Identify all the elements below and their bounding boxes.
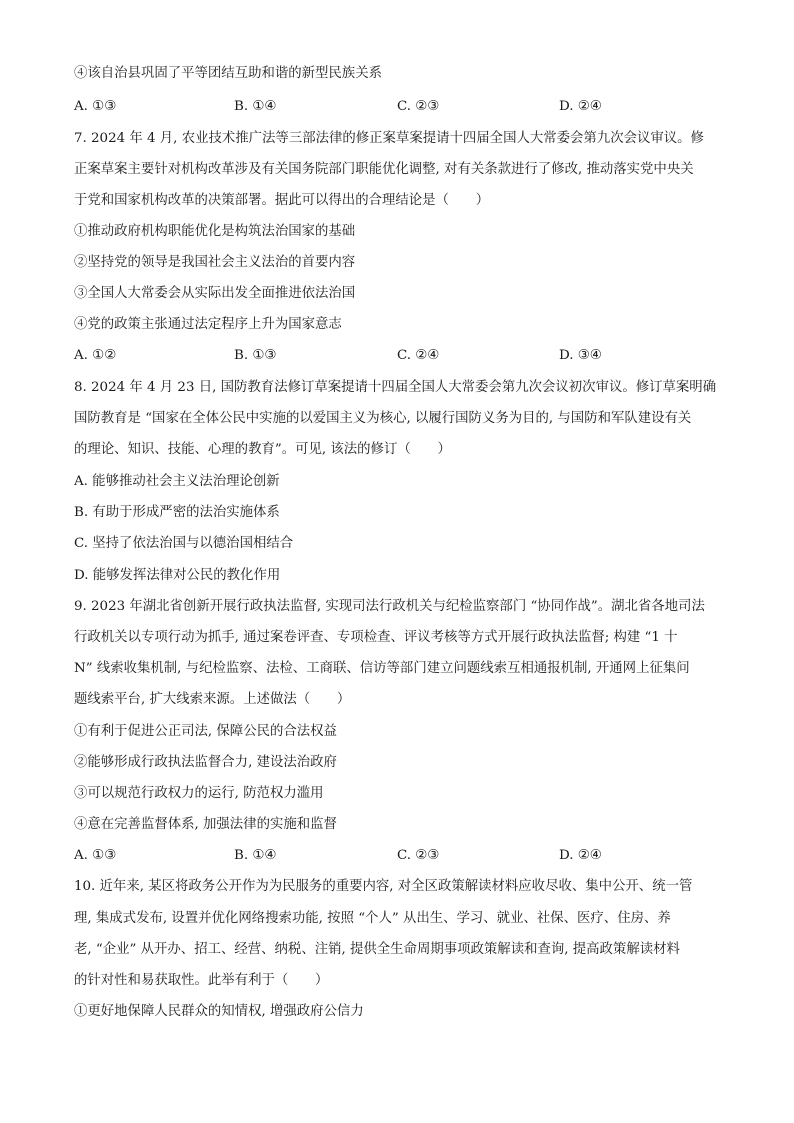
q9-statement-2: ②能够形成行政执法监督合力, 建设法治政府 [74,755,337,770]
q10-statement-1: ①更好地保障人民群众的知情权, 增强政府公信力 [74,1004,364,1019]
q7-option-b: B. ①③ [234,348,277,363]
q6-option-a: A. ①③ [74,99,117,114]
q7-statement-2: ②坚持党的领导是我国社会主义法治的首要内容 [74,255,356,270]
q8-option-b: B. 有助于形成严密的法治实施体系 [74,505,280,520]
q9-option-b: B. ①④ [234,848,277,863]
q7-stem-line-3: 于党和国家机构改革的决策部署。据此可以得出的合理结论是（ ） [74,193,490,208]
q9-stem-line-1: 9. 2023 年湖北省创新开展行政执法监督, 实现司法行政机关与纪检监察部门 “协同作战”。湖北省各地司法 [74,599,705,614]
q8-stem-line-3: 的理论、知识、技能、心理的教育”。可见, 该法的修订（ ） [74,442,451,457]
q9-statement-1: ①有利于促进公正司法, 保障公民的合法权益 [74,724,337,739]
q7-stem-line-2: 正案草案主要针对机构改革涉及有关国务院部门职能优化调整, 对有关条款进行了修改, 推动落实党中央关 [74,162,694,177]
q10-stem-line-2: 理, 集成式发布, 设置并优化网络搜索功能, 按照 “个人” 从出生、学习、就业、社保、医疗、住房、养 [74,911,671,926]
q9-option-a: A. ①③ [74,848,117,863]
q6-statement-4: ④该自治县巩固了平等团结互助和谐的新型民族关系 [74,66,382,81]
q9-option-c: C. ②③ [397,848,440,863]
q6-option-c: C. ②③ [397,99,440,114]
q6-option-b: B. ①④ [234,99,277,114]
q10-stem-line-3: 老, “企业” 从开办、招工、经营、纳税、注销, 提供全生命周期事项政策解读和查询, 提高政策解读材料 [74,942,680,957]
q9-option-d: D. ②④ [559,848,602,863]
q10-stem-line-4: 的针对性和易获取性。此举有利于（ ） [74,973,329,988]
q7-statement-3: ③全国人大常委会从实际出发全面推进依法治国 [74,286,356,301]
q9-stem-line-4: 题线索平台, 扩大线索来源。上述做法（ ） [74,692,351,707]
q7-option-c: C. ②④ [397,348,440,363]
q9-statement-3: ③可以规范行政权力的运行, 防范权力滥用 [74,786,324,801]
q7-statement-1: ①推动政府机构职能优化是构筑法治国家的基础 [74,224,356,239]
q8-option-a: A. 能够推动社会主义法治理论创新 [74,474,280,489]
q10-stem-line-1: 10. 近年来, 某区将政务公开作为为民服务的重要内容, 对全区政策解读材料应收尽收、集中公开、统一管 [74,879,693,894]
q7-option-a: A. ①② [74,348,117,363]
q7-stem-line-1: 7. 2024 年 4 月, 农业技术推广法等三部法律的修正案草案提请十四届全国人大常委会第九次会议审议。修 [74,131,704,146]
q9-stem-line-2: 行政机关以专项行动为抓手, 通过案卷评查、专项检查、评议考核等方式开展行政执法监督; 构建 “1 十 [74,630,678,645]
q8-option-d: D. 能够发挥法律对公民的教化作用 [74,568,281,583]
q7-statement-4: ④党的政策主张通过法定程序上升为国家意志 [74,317,342,332]
q8-stem-line-1: 8. 2024 年 4 月 23 日, 国防教育法修订草案提请十四届全国人大常委会第九次会议初次审议。修订草案明确 [74,380,717,395]
q6-option-d: D. ②④ [559,99,602,114]
q9-statement-4: ④意在完善监督体系, 加强法律的实施和监督 [74,817,337,832]
q8-stem-line-2: 国防教育是 “国家在全体公民中实施的以爱国主义为核心, 以履行国防义务为目的, 与国防和军队建设有关 [74,411,692,426]
q8-option-c: C. 坚持了依法治国与以德治国相结合 [74,536,294,551]
q9-stem-line-3: N” 线索收集机制, 与纪检监察、法检、工商联、信访等部门建立问题线索互相通报机制, 开通网上征集问 [74,661,690,676]
q7-option-d: D. ③④ [559,348,602,363]
